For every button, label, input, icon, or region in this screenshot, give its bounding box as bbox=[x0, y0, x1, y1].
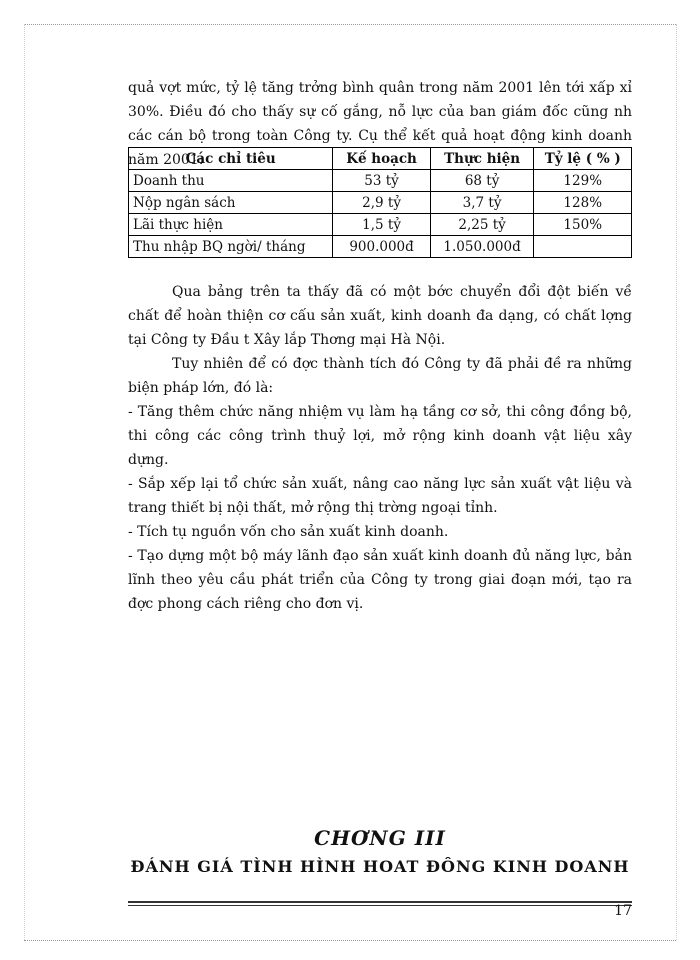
chapter-label: CHƠNG III bbox=[314, 826, 446, 850]
table-row bbox=[129, 170, 632, 192]
cell-ratio: 150% bbox=[534, 214, 632, 236]
cell-indicator: Doanh thu bbox=[129, 170, 333, 192]
cell-plan: 1,5 tỷ bbox=[333, 214, 430, 236]
cell-actual: 3,7 tỷ bbox=[430, 192, 534, 214]
cell-ratio bbox=[534, 236, 632, 258]
table-header-row bbox=[129, 148, 632, 170]
page-border-right bbox=[676, 24, 677, 940]
business-results-table bbox=[128, 147, 632, 258]
intro-paragraph: quả vợt mức, tỷ lệ tăng trởng bình quân trong năm 2001 lên tới xấp xỉ 30%. Điều đó cho thấy sự cố gắng, nỗ lực của ban giám đốc cũng nh các cán bộ trong toàn Công ty. Cụ thể kết quả hoạt động kinh doanh năm 2001: bbox=[128, 80, 632, 168]
page-number: 17 bbox=[614, 903, 632, 919]
body-text bbox=[128, 280, 632, 616]
cell-indicator: Nộp ngân sách bbox=[129, 192, 333, 214]
cell-indicator: Lãi thực hiện bbox=[129, 214, 333, 236]
header-indicator: Các chỉ tiêu bbox=[129, 148, 333, 170]
header-plan: Kế hoạch bbox=[333, 148, 430, 170]
footer-rule-thick bbox=[128, 901, 632, 903]
table-row bbox=[129, 214, 632, 236]
list-item: - Tăng thêm chức năng nhiệm vụ làm hạ tầng cơ sở, thi công đồng bộ, thi công các công trình thuỷ lợi, mở rộng kinh doanh vật liệu xây dựng. bbox=[128, 404, 632, 468]
paragraph-measures-intro: Tuy nhiên để có đợc thành tích đó Công ty đã phải đề ra những biện pháp lớn, đó là: bbox=[128, 356, 632, 396]
chapter-title: ĐÁNH GIÁ TÌNH HÌNH HOAT ĐÔNG KINH DOANH bbox=[130, 857, 630, 876]
page-border-left bbox=[24, 24, 25, 940]
cell-indicator: Thu nhập BQ ngời/ tháng bbox=[129, 236, 333, 258]
cell-plan: 53 tỷ bbox=[333, 170, 430, 192]
cell-actual: 68 tỷ bbox=[430, 170, 534, 192]
header-actual: Thực hiện bbox=[430, 148, 534, 170]
list-item: - Sắp xếp lại tổ chức sản xuất, nâng cao năng lực sản xuất vật liệu và trang thiết bị nội thất, mở rộng thị trờng ngoại tỉnh. bbox=[128, 476, 632, 516]
table-row bbox=[129, 236, 632, 258]
page-border-bottom bbox=[24, 940, 676, 941]
list-item: - Tạo dựng một bộ máy lãnh đạo sản xuất kinh doanh đủ năng lực, bản lĩnh theo yêu cầu phát triển của Công ty trong giai đoạn mới, tạo ra đợc phong cách riêng cho đơn vị. bbox=[128, 548, 632, 612]
table-row bbox=[129, 192, 632, 214]
footer-rule-thin bbox=[128, 905, 632, 906]
list-item: - Tích tụ nguồn vốn cho sản xuất kinh doanh. bbox=[128, 524, 449, 540]
page-border-top bbox=[24, 24, 676, 25]
cell-plan: 2,9 tỷ bbox=[333, 192, 430, 214]
header-ratio: Tỷ lệ ( % ) bbox=[534, 148, 632, 170]
cell-actual: 1.050.000đ bbox=[430, 236, 534, 258]
cell-ratio: 128% bbox=[534, 192, 632, 214]
cell-plan: 900.000đ bbox=[333, 236, 430, 258]
paragraph-summary: Qua bảng trên ta thấy đã có một bớc chuyển đổi đột biến về chất để hoàn thiện cơ cấu sản xuất, kinh doanh đa dạng, có chất lợng tại Công ty Đầu t Xây lắp Thơng mại Hà Nội. bbox=[128, 284, 632, 348]
cell-actual: 2,25 tỷ bbox=[430, 214, 534, 236]
cell-ratio: 129% bbox=[534, 170, 632, 192]
